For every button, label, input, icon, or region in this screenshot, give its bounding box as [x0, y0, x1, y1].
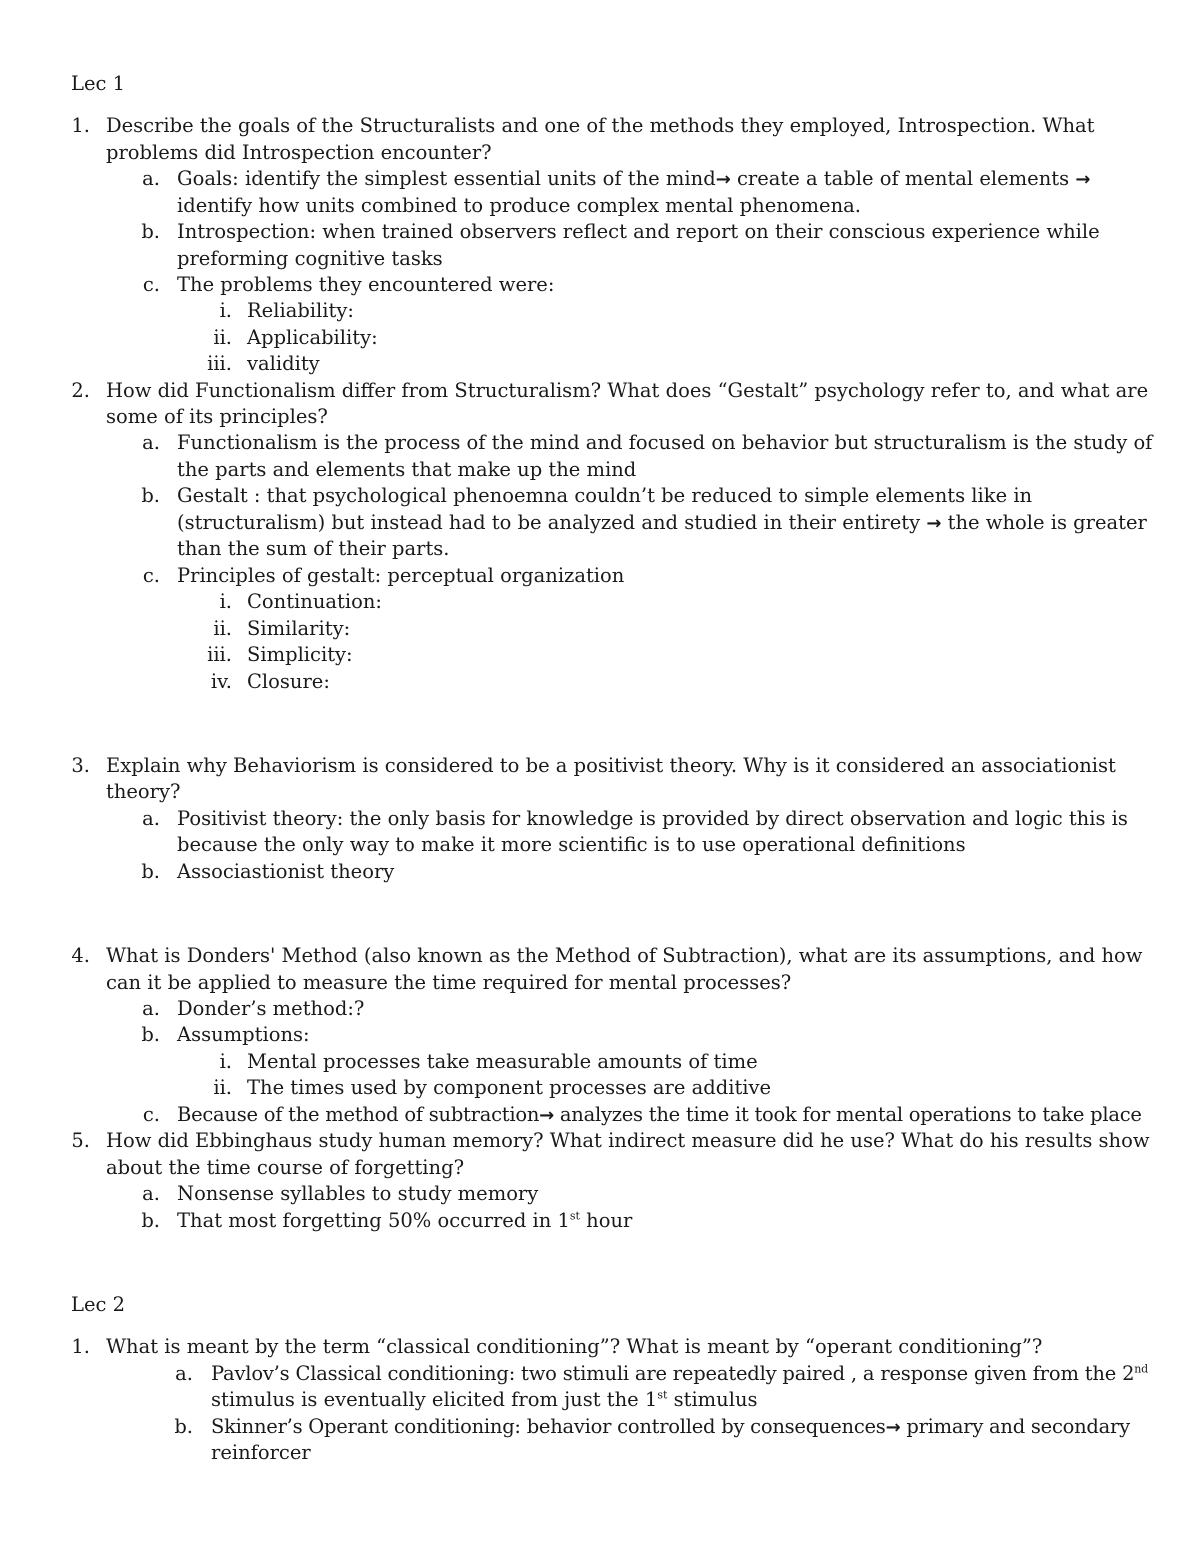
q1-text-line2: problems did Introspection encounter?	[106, 141, 492, 164]
q2c-i-text: Continuation:	[247, 590, 382, 613]
arrow-icon: →	[926, 513, 942, 534]
q2a-line2: the parts and elements that make up the mind	[177, 458, 637, 481]
q4a-marker: a.	[142, 997, 160, 1020]
q4b-marker: b.	[141, 1023, 160, 1046]
q2a-marker: a.	[142, 431, 160, 454]
q1c-ii-marker: ii.	[213, 326, 232, 349]
lec2-q1a-line1: Pavlov’s Classical conditioning: two stimuli are repeatedly paired , a response given from the 2nd	[211, 1362, 1149, 1385]
q1b-marker: b.	[141, 220, 160, 243]
q1-number: 1.	[71, 114, 90, 137]
q1a-line2: identify how units combined to produce complex mental phenomena.	[177, 194, 861, 217]
q2b-line3: than the sum of their parts.	[177, 537, 450, 560]
q2c-ii-text: Similarity:	[247, 617, 351, 640]
q3b-marker: b.	[141, 860, 160, 883]
q2c-iii-marker: iii.	[207, 643, 232, 666]
lec2-q1b-line1: Skinner’s Operant conditioning: behavior controlled by consequences→ primary and secondary	[211, 1415, 1130, 1438]
q1c-ii-text: Applicability:	[247, 326, 378, 349]
q5b-marker: b.	[141, 1209, 160, 1232]
q2b-line2: (structuralism) but instead had to be analyzed and studied in their entirety → the whole is greater	[177, 511, 1147, 534]
q1c-marker: c.	[142, 273, 160, 296]
q1c-i-marker: i.	[219, 299, 232, 322]
q5-text-line2: about the time course of forgetting?	[106, 1156, 465, 1179]
q2-number: 2.	[71, 379, 90, 402]
lec2-heading: Lec 2	[71, 1293, 126, 1316]
q4b-ii-marker: ii.	[213, 1076, 232, 1099]
arrow-icon: →	[1075, 169, 1091, 190]
q1b-line2: preforming cognitive tasks	[177, 247, 443, 270]
q4-text-line2: can it be applied to measure the time required for mental processes?	[106, 971, 792, 994]
q3a-line2: because the only way to make it more scientific is to use operational definitions	[177, 833, 966, 856]
arrow-icon: →	[885, 1417, 901, 1438]
q2b-marker: b.	[141, 484, 160, 507]
lec2-q1b-line2: reinforcer	[211, 1441, 311, 1464]
lec2-q1-number: 1.	[71, 1335, 90, 1358]
q1c-iii-marker: iii.	[207, 352, 232, 375]
q1c-iii-text: validity	[247, 352, 320, 375]
lec2-q1a-line2: stimulus is eventually elicited from just the 1st stimulus	[211, 1388, 758, 1411]
q2b-line1: Gestalt : that psychological phenoemna couldn’t be reduced to simple elements like in	[177, 484, 1033, 507]
q4b-i-marker: i.	[219, 1050, 232, 1073]
lec2-q1b-marker: b.	[174, 1415, 193, 1438]
q4-text-line1: What is Donders' Method (also known as the Method of Subtraction), what are its assumptions, and how	[106, 944, 1143, 967]
q1c-i-text: Reliability:	[247, 299, 354, 322]
q1-text-line1: Describe the goals of the Structuralists and one of the methods they employed, Introspection. What	[106, 114, 1095, 137]
q4c-marker: c.	[142, 1103, 160, 1126]
q3a-marker: a.	[142, 807, 160, 830]
q2c-iii-text: Simplicity:	[247, 643, 353, 666]
q5a-marker: a.	[142, 1182, 160, 1205]
q2c-i-marker: i.	[219, 590, 232, 613]
q4b-ii-text: The times used by component processes are additive	[247, 1076, 772, 1099]
q3a-line1: Positivist theory: the only basis for knowledge is provided by direct observation and logic this is	[177, 807, 1128, 830]
q5-number: 5.	[71, 1129, 90, 1152]
arrow-icon: →	[715, 169, 731, 190]
q4-number: 4.	[71, 944, 90, 967]
q1b-line1: Introspection: when trained observers reflect and report on their conscious experience while	[177, 220, 1100, 243]
q4b-i-text: Mental processes take measurable amounts of time	[247, 1050, 758, 1073]
q5a-line1: Nonsense syllables to study memory	[177, 1182, 539, 1205]
q1c-line1: The problems they encountered were:	[177, 273, 555, 296]
lec2-q1-text-line1: What is meant by the term “classical conditioning”? What is meant by “operant conditioning”?	[106, 1335, 1043, 1358]
q2c-iv-text: Closure:	[247, 670, 330, 693]
q2a-line1: Functionalism is the process of the mind and focused on behavior but structuralism is the study of	[177, 431, 1153, 454]
q3-text-line2: theory?	[106, 780, 181, 803]
q2c-marker: c.	[142, 564, 160, 587]
q1a-marker: a.	[142, 167, 160, 190]
q4a-line1: Donder’s method:?	[177, 997, 365, 1020]
arrow-icon: →	[539, 1105, 554, 1126]
q2-text-line2: some of its principles?	[106, 405, 328, 428]
q2c-line1: Principles of gestalt: perceptual organization	[177, 564, 625, 587]
q2-text-line1: How did Functionalism differ from Structuralism? What does “Gestalt” psychology refer to, and what are	[106, 379, 1149, 402]
q5b-line1: That most forgetting 50% occurred in 1st hour	[177, 1209, 633, 1232]
lec1-heading: Lec 1	[71, 72, 126, 95]
lec2-q1a-marker: a.	[175, 1362, 193, 1385]
q4c-line1: Because of the method of subtraction→ analyzes the time it took for mental operations to take place	[177, 1103, 1142, 1126]
q3-number: 3.	[71, 754, 90, 777]
q4b-line1: Assumptions:	[177, 1023, 310, 1046]
q5-text-line1: How did Ebbinghaus study human memory? What indirect measure did he use? What do his results show	[106, 1129, 1150, 1152]
q2c-ii-marker: ii.	[213, 617, 232, 640]
q3b-line1: Associastionist theory	[177, 860, 395, 883]
q3-text-line1: Explain why Behaviorism is considered to be a positivist theory. Why is it considered an associationist	[106, 754, 1116, 777]
q1a-line1: Goals: identify the simplest essential units of the mind→ create a table of mental elements →	[177, 167, 1091, 190]
q2c-iv-marker: iv.	[210, 670, 232, 693]
